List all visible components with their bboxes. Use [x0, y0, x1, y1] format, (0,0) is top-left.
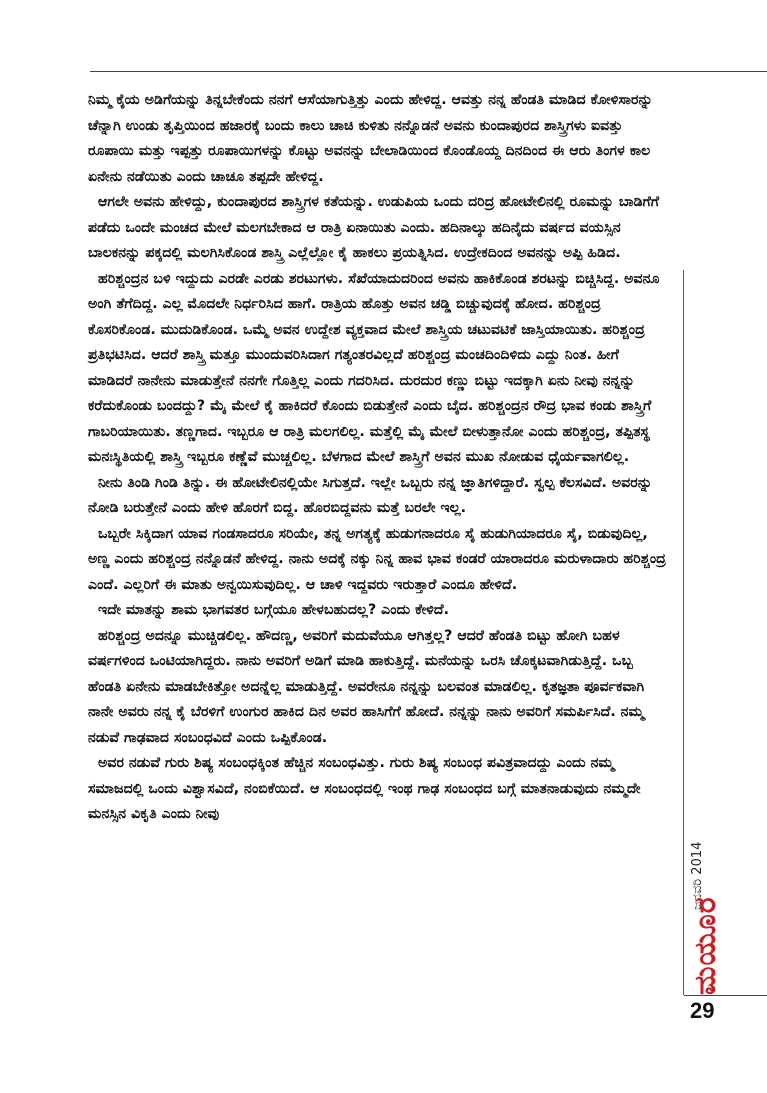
magazine-masthead [688, 820, 728, 995]
issue-date: ಜನವರಿ 2014 [690, 841, 705, 910]
paragraph: ಹರಿಶ್ಚಂದ್ರ ಅದನ್ನೂ ಮುಚ್ಚಿಡಲಿಲ್ಲ. ಹೌದಣ್ಣ, ಅವರಿಗೆ ಮದುವೆಯೂ ಆಗಿತ್ತಲ್ಲ? ಆದರೆ ಹೆಂಡತಿ ಬಿಟ್ಟು ಹೋಗಿ ಬಹಳ ವರ್ಷಗಳಿಂದ ಒಂಟಿಯಾಗಿದ್ದರು. ನಾನು ಅವರಿಗೆ ಅಡಿಗೆ ಮಾಡಿ ಹಾಕುತ್ತಿದ್ದೆ. ಮನೆಯನ್ನು ಒರಸಿ ಚೊಕ್ಕಟವಾಗಿಡುತ್ತಿದ್ದೆ. ಒಬ್ಬ ಹೆಂಡತಿ ಏನೇನು ಮಾಡಬೇಕಿತ್ತೋ ಅದನ್ನೆಲ್ಲ ಮಾಡುತ್ತಿದ್ದೆ. ಅವರೇನೂ ನನ್ನನ್ನು ಬಲವಂತ ಮಾಡಲಿಲ್ಲ. ಕೃತಜ್ಞತಾ ಪೂರ್ವಕವಾಗಿ ನಾನೇ ಅವರು ನನ್ನ ಕೈ ಬೆರಳಿಗೆ ಉಂಗುರ ಹಾಕಿದ ದಿನ ಅವರ ಹಾಸಿಗೆಗೆ ಹೋದೆ. ನನ್ನನ್ನು ನಾನು ಅವರಿಗೆ ಸಮರ್ಪಿಸಿದೆ. ನಮ್ಮ ನಡುವೆ ಗಾಢವಾದ ಸಂಬಂಧವಿದೆ ಎಂದು ಒಪ್ಪಿಕೊಂಡ. [88, 627, 645, 746]
page-number: 29 [690, 998, 715, 1023]
article-body [88, 88, 668, 828]
paragraph: ನಿಮ್ಮ ಕೈಯ ಅಡಿಗೆಯನ್ನು ತಿನ್ನಬೇಕೆಂದು ನನಗೆ ಆಸೆಯಾಗುತ್ತಿತ್ತು ಎಂದು ಹೇಳಿದ್ದ. ಆವತ್ತು ನನ್ನ ಹೆಂಡತಿ ಮಾಡಿದ ಕೋಳಿಸಾರನ್ನು ಚೆನ್ನಾಗಿ ಉಂಡು ತೃಪ್ತಿಯಿಂದ ಹಜಾರಕ್ಕೆ ಬಂದು ಕಾಲು ಚಾಚಿ ಕುಳಿತು ನನ್ನೊಡನೆ ಅವನು ಕುಂದಾಪುರದ ಶಾಸ್ತ್ರಿಗಳು ಐವತ್ತು ರೂಪಾಯಿ ಮತ್ತು ಇಪ್ಪತ್ತು ರೂಪಾಯಿಗಳನ್ನು ಕೊಟ್ಟು ಅವನನ್ನು ಬೇಲಾಡಿಯಿಂದ ಕೊಂಡೊಯ್ದ ದಿನದಿಂದ ಈ ಆರು ತಿಂಗಳ ಕಾಲ ಏನೇನು ನಡೆಯಿತು ಎಂದು ಚಾಚೂ ತಪ್ಪದೇ ಹೇಳಿದ್ದ. [88, 92, 653, 185]
paragraph: ಅವರ ನಡುವೆ ಗುರು ಶಿಷ್ಯ ಸಂಬಂಧಕ್ಕಿಂತ ಹೆಚ್ಚಿನ ಸಂಬಂಧವಿತ್ತು. ಗುರು ಶಿಷ್ಯ ಸಂಬಂಧ ಪವಿತ್ರವಾದದ್ದು ಎಂದು ನಮ್ಮ ಸಮಾಜದಲ್ಲಿ ಒಂದು ವಿಶ್ವಾಸವಿದೆ, ನಂಬಿಕೆಯಿದೆ. ಆ ಸಂಬಂಧದಲ್ಲಿ ಇಂಥ ಗಾಢ ಸಂಬಂಧದ ಬಗ್ಗೆ ಮಾತನಾಡುವುದು ನಮ್ಮದೇ ಮನಸ್ಸಿನ ವಿಕೃತಿ ಎಂದು ನೀವು [88, 755, 641, 822]
paragraph: ನೀನು ತಿಂಡಿ ಗಿಂಡಿ ತಿನ್ನು. ಈ ಹೋಟೇಲಿನಲ್ಲಿಯೇ ಸಿಗುತ್ತದೆ. ಇಲ್ಲೇ ಒಬ್ಬರು ನನ್ನ ಜ್ಞಾತಿಗಳಿದ್ದಾರೆ. ಸ್ವಲ್ಪ ಕೆಲಸವಿದೆ. ಅವರನ್ನು ನೋಡಿ ಬರುತ್ತೇನೆ ಎಂದು ಹೇಳಿ ಹೊರಗೆ ಬಿದ್ದ. ಹೊರಬಿದ್ದವನು ಮತ್ತೆ ಬರಲೇ ಇಲ್ಲ. [88, 474, 653, 516]
footer-divider [684, 995, 767, 996]
magazine-logo: ಮಯೂರ [688, 896, 723, 995]
side-divider [683, 270, 684, 995]
paragraph: ಹರಿಶ್ಚಂದ್ರನ ಬಳಿ ಇದ್ದುದು ಎರಡೇ ಎರಡು ಶರಟುಗಳು. ಸೆಖೆಯಾದುದರಿಂದ ಅವನು ಹಾಕಿಕೊಂಡ ಶರಟನ್ನು ಬಿಚ್ಚಿಸಿದ್ದ. ಅವನೂ ಅಂಗಿ ತೆಗೆದಿದ್ದ. ಎಲ್ಲ ಮೊದಲೇ ನಿರ್ಧರಿಸಿದ ಹಾಗೆ. ರಾತ್ರಿಯ ಹೊತ್ತು ಅವನ ಚಡ್ಡಿ ಬಿಚ್ಚುವುದಕ್ಕೆ ಹೋದ. ಹರಿಶ್ಚಂದ್ರ ಕೊಸರಿಕೊಂಡ. ಮುದುಡಿಕೊಂಡ. ಒಮ್ಮೆ ಅವನ ಉದ್ದೇಶ ವ್ಯಕ್ತವಾದ ಮೇಲೆ ಶಾಸ್ತ್ರಿಯ ಚಟುವಟಿಕೆ ಜಾಸ್ತಿಯಾಯಿತು. ಹರಿಶ್ಚಂದ್ರ ಪ್ರತಿಭಟಿಸಿದ. ಆದರೆ ಶಾಸ್ತ್ರಿ ಮತ್ತೂ ಮುಂದುವರಿಸಿದಾಗ ಗತ್ಯಂತರವಿಲ್ಲದೆ ಹರಿಶ್ಚಂದ್ರ ಮಂಚದಿಂದಿಳಿದು ಎದ್ದು ನಿಂತ. ಹೀಗೆ ಮಾಡಿದರೆ ನಾನೇನು ಮಾಡುತ್ತೇನೆ ನನಗೇ ಗೊತ್ತಿಲ್ಲ ಎಂದು ಗದರಿಸಿದ. ದುರದುರ ಕಣ್ಣು ಬಿಟ್ಟು ಇದಕ್ಕಾಗಿ ಏನು ನೀವು ನನ್ನನ್ನು ಕರೆದುಕೊಂಡು ಬಂದದ್ದು? ಮೈ ಮೇಲೆ ಕೈ ಹಾಕಿದರೆ ಕೊಂದು ಬಿಡುತ್ತೇನೆ ಎಂದು ಬೈದ. ಹರಿಶ್ಚಂದ್ರನ ರೌದ್ರ ಭಾವ ಕಂಡು ಶಾಸ್ತ್ರಿಗೆ ಗಾಬರಿಯಾಯಿತು. ತಣ್ಣಗಾದ. ಇಬ್ಬರೂ ಆ ರಾತ್ರಿ ಮಲಗಲಿಲ್ಲ. ಮತ್ತೆಲ್ಲಿ ಮೈ ಮೇಲೆ ಬೀಳುತ್ತಾನೋ ಎಂದು ಹರಿಶ್ಚಂದ್ರ, ತಪ್ಪಿತಸ್ಥ ಮನಃಸ್ಥಿತಿಯಲ್ಲಿ ಶಾಸ್ತ್ರಿ ಇಬ್ಬರೂ ಕಣ್ಣೆವೆ ಮುಚ್ಚಲಿಲ್ಲ. ಬೆಳಗಾದ ಮೇಲೆ ಶಾಸ್ತ್ರಿಗೆ ಅವನ ಮುಖ ನೋಡುವ ಧೈರ್ಯವಾಗಲಿಲ್ಲ. [88, 270, 660, 465]
top-divider [90, 71, 767, 72]
paragraph: ಆಗಲೇ ಅವನು ಹೇಳಿದ್ದು, ಕುಂದಾಪುರದ ಶಾಸ್ತ್ರಿಗಳ ಕತೆಯನ್ನು. ಉಡುಪಿಯ ಒಂದು ದರಿದ್ರ ಹೋಟೇಲಿನಲ್ಲಿ ರೂಮನ್ನು ಬಾಡಿಗೆಗೆ ಪಡೆದು ಒಂದೇ ಮಂಚದ ಮೇಲೆ ಮಲಗಬೇಕಾದ ಆ ರಾತ್ರಿ ಏನಾಯಿತು ಎಂದು. ಹದಿನಾಲ್ಕು ಹದಿನೈದು ವರ್ಷದ ವಯಸ್ಸಿನ ಬಾಲಕನನ್ನು ಪಕ್ಕದಲ್ಲಿ ಮಲಗಿಸಿಕೊಂಡ ಶಾಸ್ತ್ರಿ ಎಲ್ಲೆಲ್ಲೋ ಕೈ ಹಾಕಲು ಪ್ರಯತ್ನಿಸಿದ. ಉದ್ರೇಕದಿಂದ ಅವನನ್ನು ಅಪ್ಪಿ ಹಿಡಿದ. [88, 194, 660, 261]
paragraph: ಇದೇ ಮಾತನ್ನು ಶಾಮ ಭಾಗವತರ ಬಗ್ಗೆಯೂ ಹೇಳಬಹುದಲ್ಲ? ಎಂದು ಕೇಳಿದೆ. [98, 602, 450, 618]
paragraph: ಒಬ್ಬರೇ ಸಿಕ್ಕಿದಾಗ ಯಾವ ಗಂಡಸಾದರೂ ಸರಿಯೇ, ತನ್ನ ಅಗತ್ಯಕ್ಕೆ ಹುಡುಗನಾದರೂ ಸೈ ಹುಡುಗಿಯಾದರೂ ಸೈ, ಬಿಡುವುದಿಲ್ಲ, ಅಣ್ಣ ಎಂದು ಹರಿಶ್ಚಂದ್ರ ನನ್ನೊಡನೆ ಹೇಳಿದ್ದ. ನಾನು ಅದಕ್ಕೆ ನಕ್ಕು ನಿನ್ನ ಹಾವ ಭಾವ ಕಂಡರೆ ಯಾರಾದರೂ ಮರುಳಾದಾರು ಹರಿಶ್ಚಂದ್ರ ಎಂದೆ. ಎಲ್ಲರಿಗೆ ಈ ಮಾತು ಅನ್ವಯಿಸುವುದಿಲ್ಲ. ಆ ಚಾಳಿ ಇದ್ದವರು ಇರುತ್ತಾರೆ ಎಂದೂ ಹೇಳಿದೆ. [88, 525, 666, 593]
